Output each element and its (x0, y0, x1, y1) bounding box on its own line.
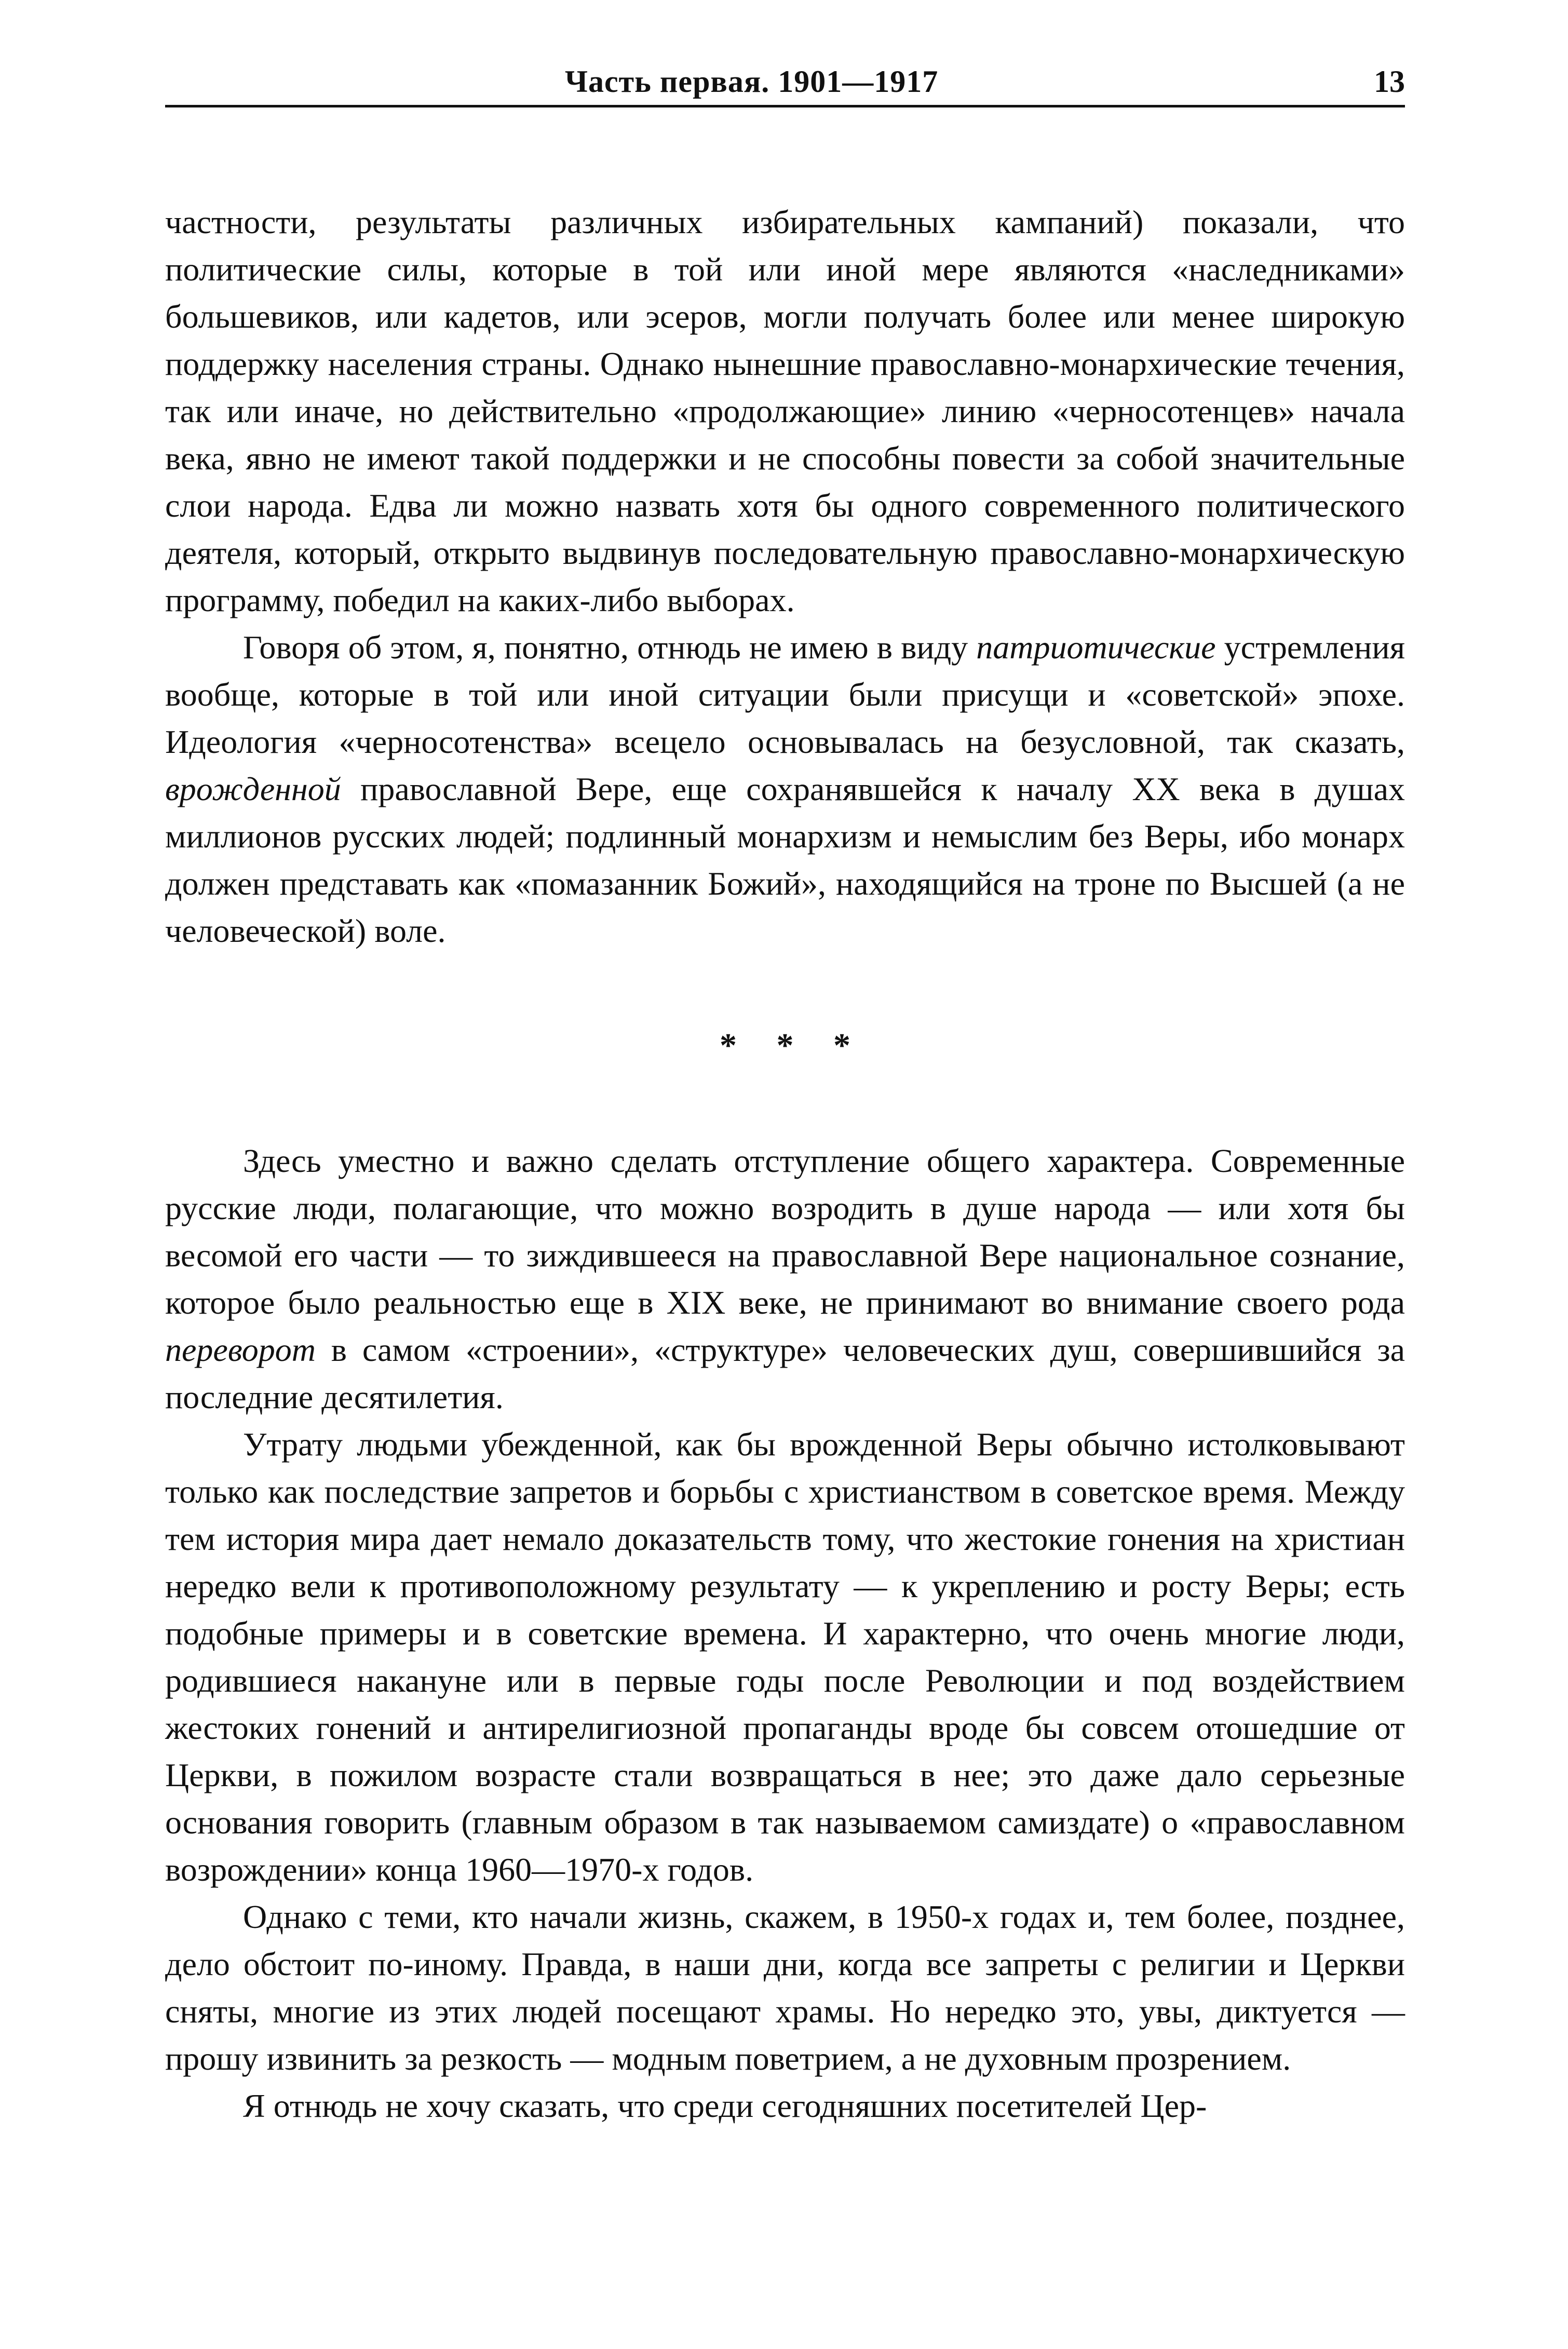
book-page (165, 50, 1405, 2129)
emphasis-run: врожденной (165, 771, 341, 807)
running-header-title: Часть первая. 1901—1917 (565, 64, 939, 99)
emphasis-run: переворот (165, 1331, 316, 1368)
paragraph (165, 1421, 1405, 1893)
section-separator (165, 954, 1405, 1137)
text-run: православной Вере, еще сохранявшейся к началу XX века в душах миллионов русских людей; подлинный монархизм и немыслим без Веры, ибо монарх должен представать как «помазанник Божий», находящийся на троне по Высшей (а не человеческой) воле. (165, 771, 1405, 949)
text-run: Утрату людьми убежденной, как бы врожденной Веры обычно истолковывают только как последствие запретов и борьбы с христианством в советское время. Между тем история мира дает немало доказательств тому, что жестокие гонения на христиан нередко вели к противоположному результату — к укреплению и росту Веры; есть подобные примеры и в советские времена. И характерно, что очень многие люди, родившиеся накануне или в первые годы после Революции и под воздействием жестоких гонений и антирелигиозной пропаганды вроде бы совсем отошедшие от Церкви, в пожилом возрасте стали возвращаться в нее; это даже дало серьезные основания говорить (главным образом в так называемом самиздате) о «православном возрождении» конца 1960—1970-х годов. (165, 1426, 1405, 1888)
body-text (165, 198, 1405, 2129)
paragraph (165, 2082, 1405, 2129)
running-header (165, 50, 1405, 107)
text-run: устремления вообще, которые в той или иной ситуации были присущи и «советской» эпохе. Идеология «черносотенства» всецело основывалась на безусловной, так сказать, (165, 629, 1405, 760)
emphasis-run: патриотические (976, 629, 1216, 666)
text-run: Я отнюдь не хочу сказать, что среди сегодняшних посетителей Цер- (243, 2087, 1207, 2124)
page-number: 13 (1374, 64, 1405, 99)
text-run: Говоря об этом, я, понятно, отнюдь не имею в виду (243, 629, 977, 666)
text-run: частности, результаты различных избирательных кампаний) показали, что политические силы, которые в той или иной мере являются «наследниками» большевиков, или кадетов, или эсеров, могли получать более или менее широкую поддержку населения страны. Однако нынешние православно-монархические течения, так или иначе, но действительно «продолжающие» линию «черносотенцев» начала века, явно не имеют такой поддержки и не способны повести за собой значительные слои народа. Едва ли можно назвать хотя бы одного современного политического деятеля, который, открыто выдвинув последовательную православно-монархическую программу, победил на каких-либо выборах. (165, 204, 1405, 618)
paragraph (165, 1137, 1405, 1421)
paragraph (165, 198, 1405, 624)
text-run: Однако с теми, кто начали жизнь, скажем, в 1950-х годах и, тем более, позднее, дело обстоит по-иному. Правда, в наши дни, когда все запреты с религии и Церкви сняты, многие из этих людей посещают храмы. Но нередко это, увы, диктуется — прошу извинить за резкость — модным поветрием, а не духовным прозрением. (165, 1898, 1405, 2077)
paragraph (165, 624, 1405, 954)
text-run: Здесь уместно и важно сделать отступление общего характера. Современные русские люди, полагающие, что можно возродить в душе народа — или хотя бы весомой его части — то зиждившееся на православной Вере национальное сознание, которое было реальностью еще в XIX веке, не принимают во внимание своего рода (165, 1142, 1405, 1321)
asterism: * * * (720, 1027, 866, 1064)
text-run: в самом «строении», «структуре» человеческих душ, совершившийся за последние десятилетия. (165, 1331, 1405, 1415)
paragraph (165, 1893, 1405, 2082)
